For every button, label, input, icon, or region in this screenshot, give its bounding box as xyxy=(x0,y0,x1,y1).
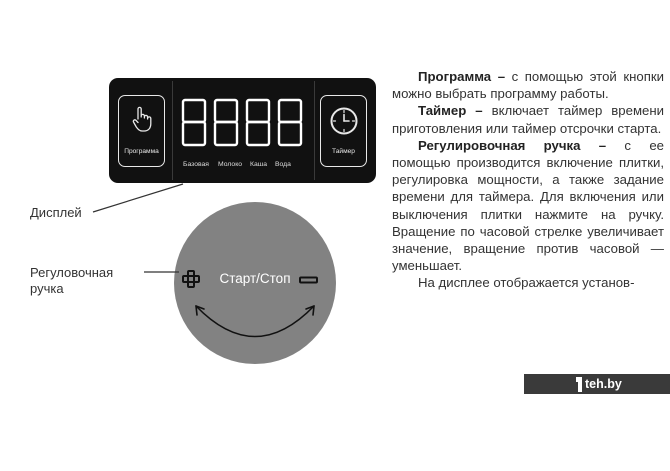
program-label: Программа xyxy=(124,148,159,155)
knob-description: Регулировочная ручка – с ее помощью производится включение плитки, регулировка мощности, а также задание времени для таймера. Для включения или выключения плитки нажмите на ручку. Вращение по часовой стрелке увеличивает значение, вращение против часовой — уменьшает. xyxy=(392,137,664,274)
display-description: На дисплее отображается установ- xyxy=(418,275,635,291)
mode-label-milk: Молоко xyxy=(218,161,243,168)
watermark-text: teh.by xyxy=(585,377,622,391)
watermark-logo-icon xyxy=(574,377,584,392)
timer-label: Таймер xyxy=(332,148,355,155)
timer-description: Таймер – включает таймер времени приготовления или таймер отсрочки старта. xyxy=(392,103,665,136)
mode-label-water: Вода xyxy=(275,161,291,168)
description-text xyxy=(392,68,664,292)
display-callout-label: Дисплей xyxy=(30,205,82,220)
knob-label: Старт/Стоп xyxy=(219,271,291,286)
mode-label-porridge: Каша xyxy=(250,161,267,168)
knob-callout-label: Регуловочная ручка xyxy=(30,265,114,296)
mode-label-basic: Базовая xyxy=(183,161,209,168)
program-description: Программа – с помощью этой кнопки можно выбрать программу работы. xyxy=(392,69,664,102)
